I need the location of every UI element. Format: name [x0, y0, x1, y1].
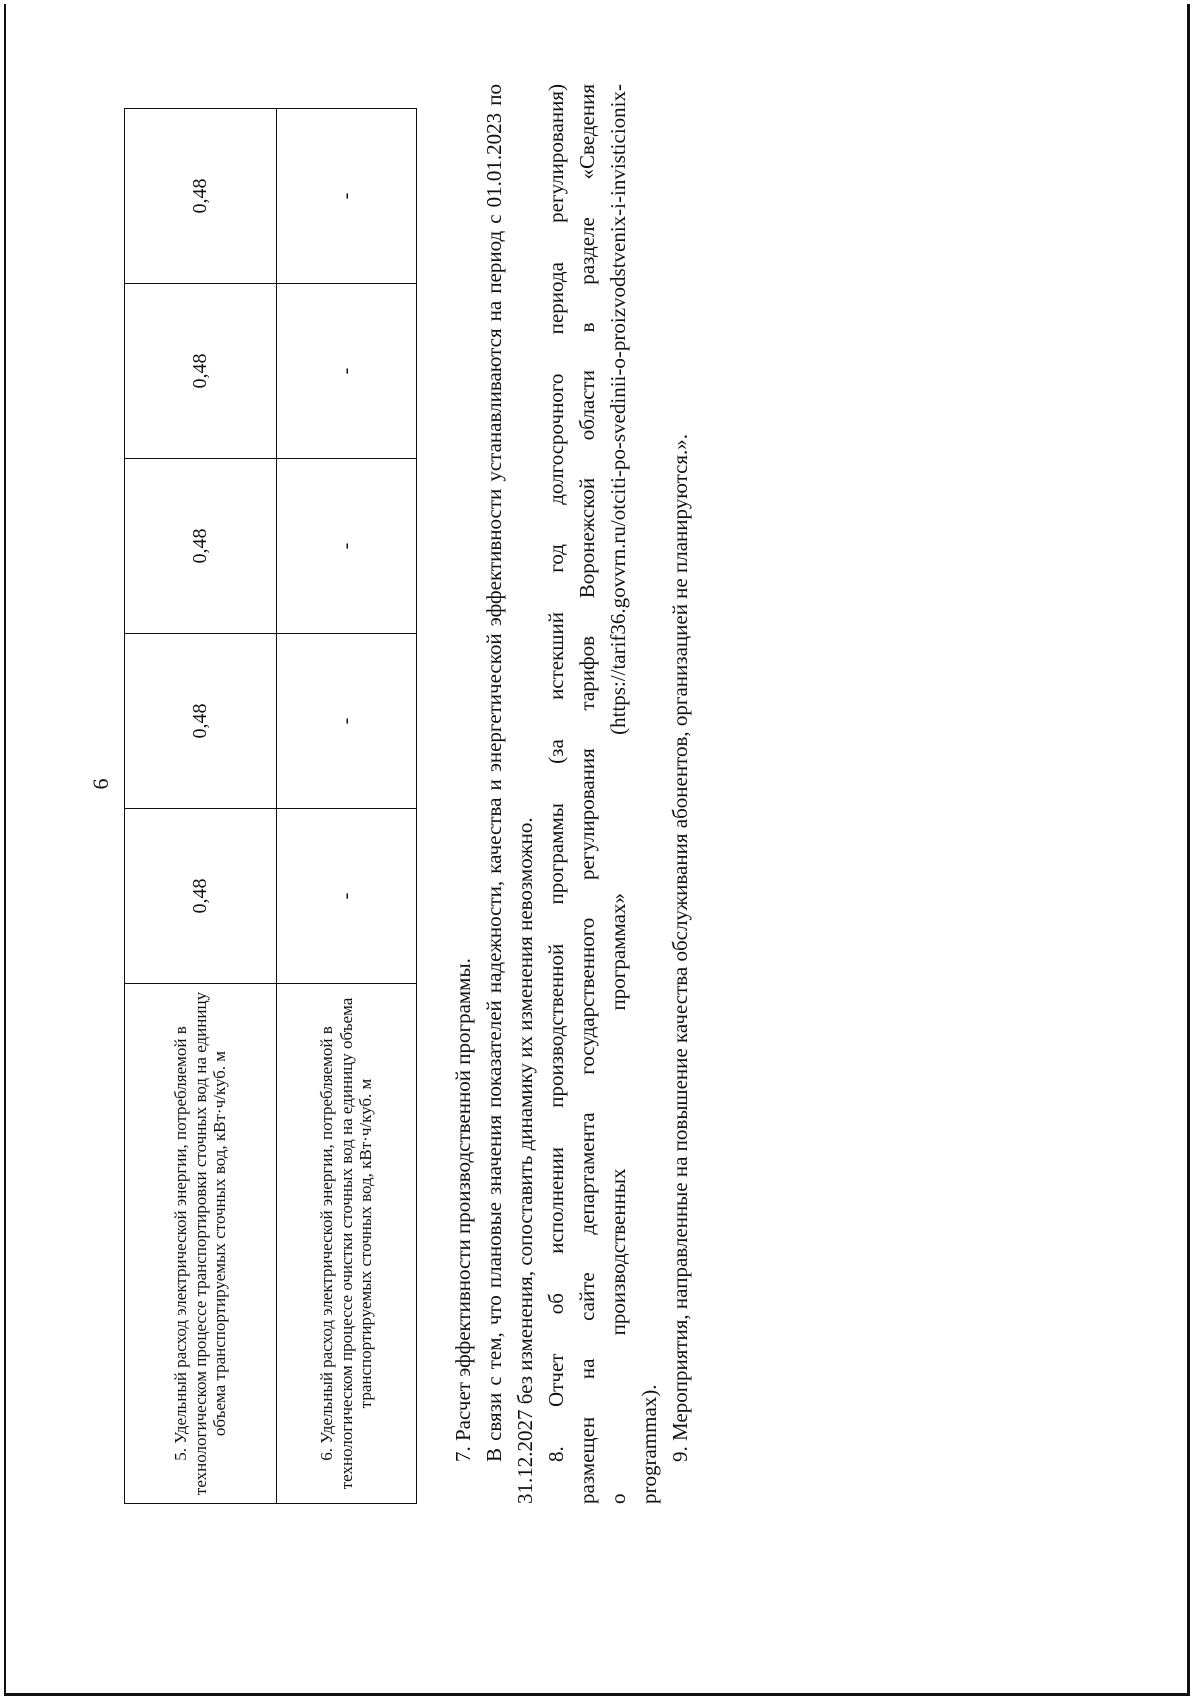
table-cell: 0,48 [125, 109, 277, 284]
table-cell: 0,48 [125, 634, 277, 809]
section-8-line-3: о производственных программах» (https://tarif36.govvrn.ru/otciti-po-svedinii-o-proizvodstvenix-i-invisticionix- [606, 84, 630, 1504]
row-label: 5. Удельный расход электрической энергии, потребляемой в технологическом процессе транспортировки сточных вод на единицу объема транспортируемых сточных вод, кВт·ч/куб. м [125, 984, 277, 1504]
table-cell: - [277, 109, 417, 284]
rotated-content [66, 64, 1106, 1504]
body-text [448, 84, 696, 1504]
document-page [4, 4, 1190, 1696]
section-7-body: В связи с тем, что плановые значения показателей надежности, качества и энергетической эффективности устанавливаются на период с 01.01.2023 по 31.12.2027 без изменения, сопоставить динамику их изменения невозможно. [482, 84, 537, 1504]
table-cell: 0,48 [125, 459, 277, 634]
table-cell: - [277, 809, 417, 984]
table-cell: 0,48 [125, 284, 277, 459]
table-cell: - [277, 284, 417, 459]
section-8-line-1: 8. Отчет об исполнении производственной программы (за истекший год долгосрочного периода регулирования) [544, 84, 568, 1462]
table-row [277, 109, 417, 1504]
page-number: 6 [88, 778, 113, 790]
section-9: 9. Мероприятия, направленные на повышение качества обслуживания абонентов, организацией не планируются.». [668, 433, 692, 1462]
section-7-heading: 7. Расчет эффективности производственной программы. [451, 958, 475, 1462]
section-8-line-2: размещен на сайте департамента государственного регулирования тарифов Воронежской области в разделе «Сведения [575, 84, 599, 1504]
table-cell: - [277, 459, 417, 634]
section-8-line-4: programmax). [637, 1384, 661, 1504]
table-row [125, 109, 277, 1504]
indicator-table [124, 108, 417, 1504]
row-label: 6. Удельный расход электрической энергии, потребляемой в технологическом процессе очистки сточных вод на единицу объема транспортируемых сточных вод, кВт·ч/куб. м [277, 984, 417, 1504]
table-cell: 0,48 [125, 809, 277, 984]
table-cell: - [277, 634, 417, 809]
